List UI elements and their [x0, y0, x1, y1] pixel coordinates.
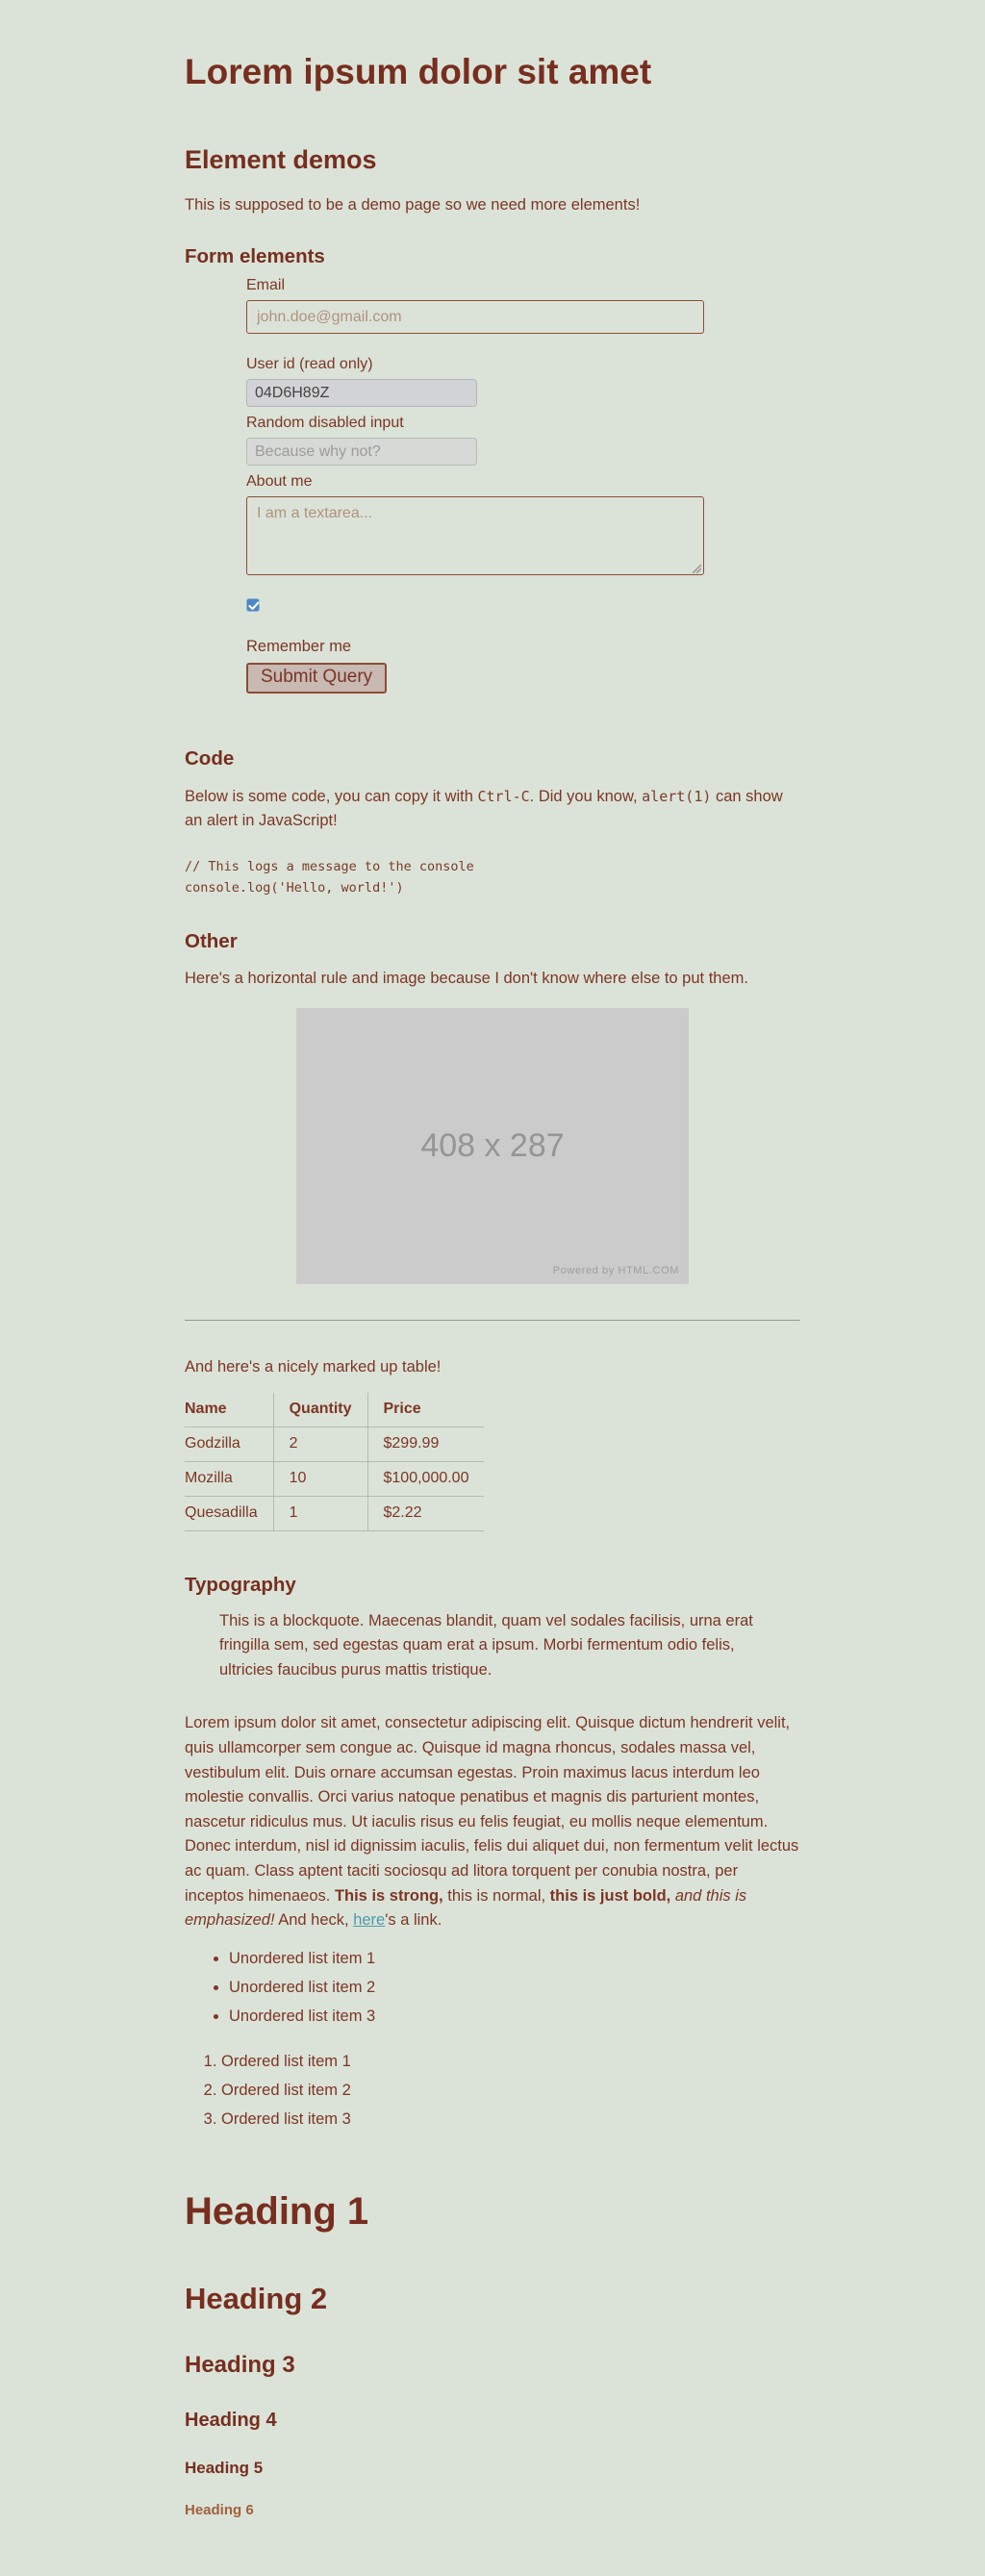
code-block-line-1: // This logs a message to the console: [185, 858, 474, 874]
email-label: Email: [246, 277, 286, 294]
emphasized-text: and this is emphasized!: [185, 1886, 747, 1930]
element-demos-heading: Element demos: [185, 144, 377, 174]
table-cell-price: $2.22: [367, 1497, 484, 1531]
blockquote: This is a blockquote. Maecenas blandit, quam vel sodales facilisis, urna erat fringilla sem, sed egestas quam erat a ipsum. Morbi fermentum odio felis, ultricies faucibus purus mattis tristique.: [219, 1611, 753, 1679]
heading-1: Heading 1: [185, 2189, 369, 2233]
code-block: [185, 856, 800, 898]
table-header-name: Name: [185, 1393, 273, 1427]
typography-heading: Typography: [185, 1574, 296, 1597]
submit-button[interactable]: Submit Query: [246, 663, 387, 694]
user-id-field-group: [246, 356, 800, 407]
email-input[interactable]: [246, 300, 704, 334]
about-me-label: About me: [246, 473, 313, 491]
table-cell-quantity: 2: [273, 1427, 367, 1462]
about-me-textarea[interactable]: [246, 496, 704, 575]
inline-code-ctrl-c: Ctrl-C: [477, 787, 530, 805]
table-row: [185, 1497, 484, 1531]
table-header-quantity: Quantity: [273, 1393, 367, 1427]
about-me-field-group: [246, 473, 800, 575]
horizontal-rule: [185, 1320, 800, 1321]
email-field-group: [246, 277, 800, 334]
table-header-row: [185, 1393, 484, 1427]
list-item: • Unordered list item 3: [229, 2007, 800, 2027]
heading-6: Heading 6: [185, 2501, 254, 2518]
code-para-text-3: can show an alert in JavaScript!: [185, 787, 783, 829]
heading-3: Heading 3: [185, 2352, 295, 2379]
list-item: • Unordered list item 1: [229, 1949, 800, 1969]
list-item: • Unordered list item 2: [229, 1978, 800, 1998]
lorem-paragraph: [185, 1711, 800, 1932]
heading-2: Heading 2: [185, 2281, 328, 2315]
strong-text: This is strong,: [334, 1886, 443, 1905]
page-title: Lorem ipsum dolor sit amet: [185, 52, 652, 91]
disabled-input-label: Random disabled input: [246, 415, 404, 432]
code-block-line-2: console.log('Hello, world!'): [185, 879, 404, 896]
random-disabled-input: [246, 438, 477, 466]
table-cell-quantity: 1: [273, 1497, 367, 1531]
table-intro-text: And here's a nicely marked up table!: [185, 1358, 442, 1376]
code-paragraph: [185, 785, 800, 833]
code-para-text-2: . Did you know,: [529, 787, 643, 805]
table-cell-price: $100,000.00: [367, 1462, 484, 1497]
about-me-textarea-wrap: [246, 496, 704, 575]
placeholder-image-dimensions: 408 x 287: [420, 1127, 565, 1165]
other-paragraph: Here's a horizontal rule and image because I don't know where else to put them.: [185, 970, 748, 988]
table-cell-price: $299.99: [367, 1427, 484, 1462]
table-header-price: Price: [367, 1393, 484, 1427]
heading-4: Heading 4: [185, 2410, 277, 2432]
here-link[interactable]: here: [353, 1911, 386, 1930]
page-container: [185, 0, 800, 2576]
form-elements-heading: Form elements: [185, 244, 325, 267]
placeholder-image: [296, 1008, 689, 1284]
table-cell-name: Mozilla: [185, 1462, 273, 1497]
inline-code-alert: alert(1): [642, 787, 712, 805]
other-heading: Other: [185, 929, 238, 952]
bold-text: this is just bold,: [549, 1886, 671, 1905]
unordered-list: [185, 1949, 800, 2027]
list-item: 1. Ordered list item 1: [221, 2052, 800, 2072]
demo-table: [185, 1393, 484, 1531]
resize-grip-icon[interactable]: [690, 560, 701, 571]
table-row: [185, 1427, 484, 1462]
demo-form: [246, 277, 800, 694]
table-row: [185, 1462, 484, 1497]
disabled-field-group: [246, 415, 800, 466]
remember-checkbox[interactable]: [246, 598, 260, 612]
heading-5: Heading 5: [185, 2459, 264, 2478]
placeholder-image-credit: Powered by HTML.COM: [552, 1265, 679, 1277]
normal-text-2: And heck,: [274, 1911, 354, 1930]
lorem-text: Lorem ipsum dolor sit amet, consectetur adipiscing elit. Quisque dictum hendrerit velit, quis ullamcorper sem congue ac. Quisque id magna rhoncus, sodales massa vel, vestibulum elit. Duis ornare accumsan egestas. Proin maximus lacus interdum leo molestie convallis. Orci varius natoque penatibus et magnis dis parturient montes, nascetur ridiculus mus. Ut iaculis risus eu felis feugiat, eu mollis neque elementum. Donec interdum, nisl id dignissim iaculis, felis dui aliquet dui, non fermentum velit lectus ac quam. Class aptent taciti sociosqu ad litora torquent per conubia nostra, per inceptos himenaeos.: [185, 1714, 799, 1905]
user-id-input: [246, 379, 477, 407]
remember-me-label[interactable]: Remember me: [246, 638, 352, 656]
table-cell-name: Godzilla: [185, 1427, 273, 1462]
normal-text-3: 's a link.: [385, 1911, 442, 1930]
list-item: 3. Ordered list item 3: [221, 2109, 800, 2130]
check-icon: [248, 601, 260, 611]
ordered-list: [185, 2052, 800, 2130]
code-para-text-1: Below is some code, you can copy it with: [185, 787, 478, 805]
intro-text: This is supposed to be a demo page so we need more elements!: [185, 195, 641, 214]
remember-checkbox-row: [246, 598, 800, 613]
code-heading: Code: [185, 747, 235, 770]
user-id-label: User id (read only): [246, 356, 373, 373]
list-item: 2. Ordered list item 2: [221, 2081, 800, 2101]
table-cell-name: Quesadilla: [185, 1497, 273, 1531]
table-cell-quantity: 10: [273, 1462, 367, 1497]
normal-text: this is normal,: [442, 1886, 550, 1905]
